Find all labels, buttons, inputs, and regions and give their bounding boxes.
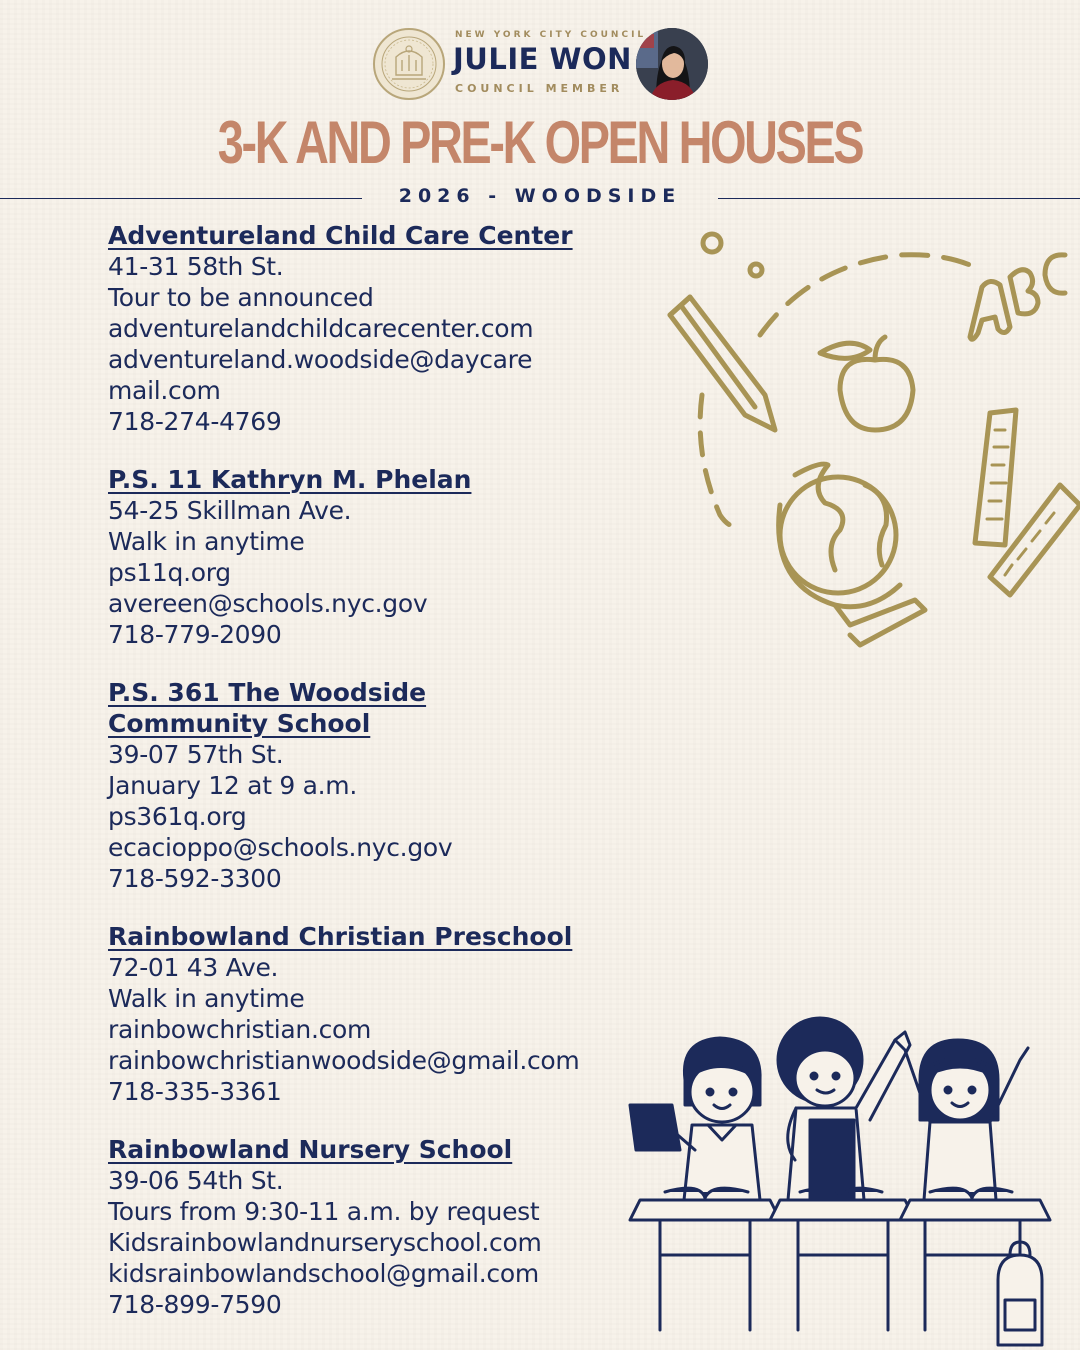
nyc-council-seal-icon	[372, 27, 446, 101]
open-house-list	[108, 220, 668, 1347]
list-item	[108, 464, 668, 650]
website[interactable]: adventurelandchildcarecenter.com	[108, 314, 534, 343]
school-name-link[interactable]: Adventureland Child Care Center	[108, 221, 573, 250]
role-label: COUNCIL MEMBER	[455, 82, 624, 95]
email[interactable]: avereen@schools.nyc.gov	[108, 589, 428, 618]
students-at-desks-illustration	[620, 1010, 1060, 1350]
globe-icon	[779, 464, 925, 645]
ruler-icon	[975, 410, 1080, 595]
dashed-arc	[760, 255, 970, 335]
pencil-icon	[670, 297, 775, 430]
email-continued[interactable]: mail.com	[108, 376, 221, 405]
address: 39-06 54th St.	[108, 1166, 284, 1195]
tour-info: Tours from 9:30-11 a.m. by request	[108, 1197, 540, 1226]
tour-info: January 12 at 9 a.m.	[108, 771, 357, 800]
phone: 718-335-3361	[108, 1077, 282, 1106]
bubble-icon	[703, 234, 721, 252]
council-member-photo	[636, 28, 708, 100]
divider-left	[0, 198, 362, 199]
email[interactable]: adventureland.woodside@daycare	[108, 345, 533, 374]
tour-info: Tour to be announced	[108, 283, 374, 312]
email[interactable]: rainbowchristianwoodside@gmail.com	[108, 1046, 580, 1075]
council-member-name: JULIE WON	[453, 42, 632, 76]
phone: 718-899-7590	[108, 1290, 282, 1319]
dashed-arc	[700, 395, 740, 526]
website[interactable]: Kidsrainbowlandnurseryschool.com	[108, 1228, 542, 1257]
phone: 718-592-3300	[108, 864, 282, 893]
phone: 718-779-2090	[108, 620, 282, 649]
phone: 718-274-4769	[108, 407, 282, 436]
school-name-link[interactable]: P.S. 361 The Woodside	[108, 678, 427, 707]
school-name-link[interactable]: Rainbowland Nursery School	[108, 1135, 513, 1164]
bubble-icon	[750, 264, 762, 276]
address: 39-07 57th St.	[108, 740, 284, 769]
subtitle: 2026 - WOODSIDE	[398, 185, 682, 207]
student-girl-middle	[778, 1018, 910, 1200]
list-item	[108, 677, 668, 894]
apple-icon	[820, 337, 913, 430]
school-name-link-line2[interactable]: Community School	[108, 709, 371, 738]
list-item	[108, 220, 668, 437]
page-title: 3-K AND PRE-K OPEN HOUSES	[217, 109, 863, 176]
abc-icon	[970, 255, 1065, 339]
email[interactable]: kidsrainbowlandschool@gmail.com	[108, 1259, 539, 1288]
student-girl-right	[895, 1040, 1028, 1200]
organization-label: NEW YORK CITY COUNCIL	[455, 30, 647, 40]
header	[0, 0, 1080, 230]
tour-info: Walk in anytime	[108, 984, 305, 1013]
email[interactable]: ecacioppo@schools.nyc.gov	[108, 833, 453, 862]
website[interactable]: rainbowchristian.com	[108, 1015, 372, 1044]
address: 41-31 58th St.	[108, 252, 284, 281]
backpack-icon	[998, 1242, 1042, 1345]
tour-info: Walk in anytime	[108, 527, 305, 556]
school-name-link[interactable]: Rainbowland Christian Preschool	[108, 922, 573, 951]
address: 54-25 Skillman Ave.	[108, 496, 352, 525]
list-item	[108, 1134, 668, 1320]
website[interactable]: ps361q.org	[108, 802, 247, 831]
divider-right	[718, 198, 1080, 199]
desks	[630, 1188, 1050, 1330]
school-doodles-illustration	[660, 225, 1080, 655]
student-girl-left	[630, 1038, 760, 1200]
list-item	[108, 921, 668, 1107]
school-name-link[interactable]: P.S. 11 Kathryn M. Phelan	[108, 465, 472, 494]
address: 72-01 43 Ave.	[108, 953, 279, 982]
website[interactable]: ps11q.org	[108, 558, 231, 587]
